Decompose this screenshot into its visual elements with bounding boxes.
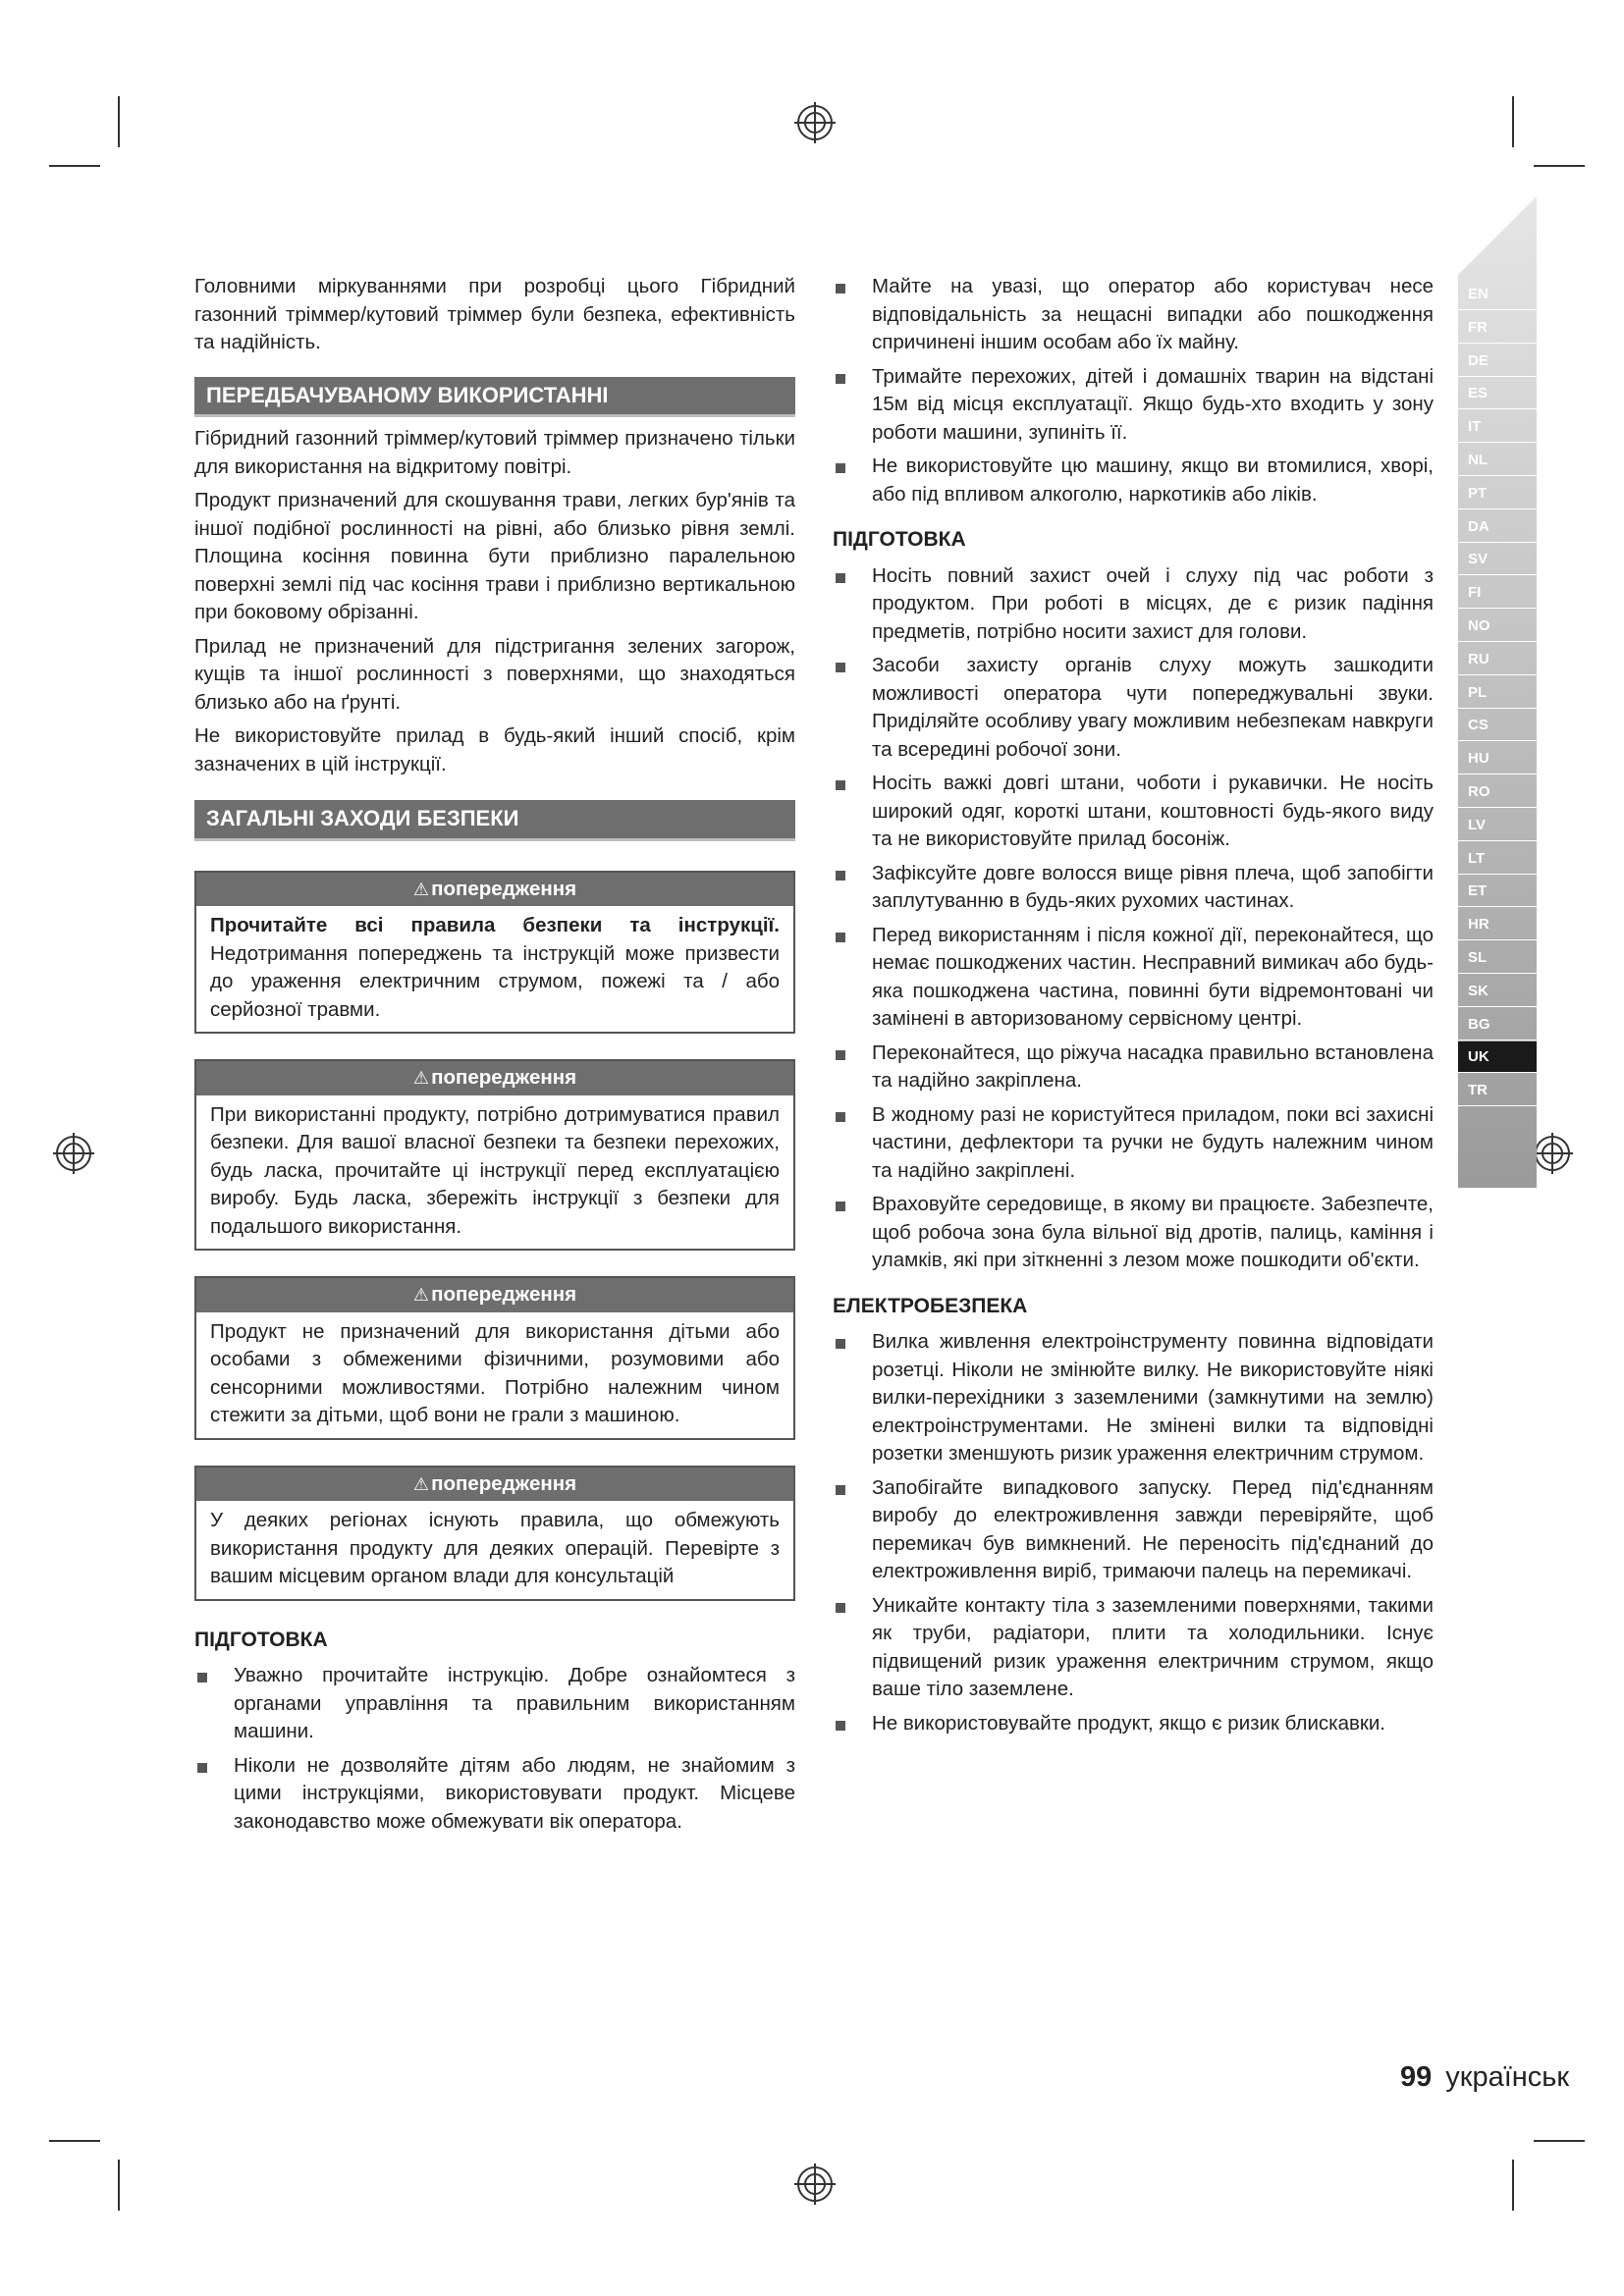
footer-language: українськ — [1445, 2061, 1570, 2093]
crop-mark — [1512, 96, 1514, 147]
paragraph: Гібридний газонний тріммер/кутовий тріммер призначено тільки для використання на відкритому повітрі. — [194, 427, 795, 478]
language-tab-lt[interactable]: LT — [1458, 843, 1537, 875]
crop-mark — [49, 165, 100, 167]
list-item: Враховуйте середовище, в якому ви працюєте. Забезпечте, щоб робоча зона була вільної від дротів, палиць, каміння і уламків, які при зіткненні з лезом може пошкодити об'єкти. — [833, 1191, 1434, 1275]
section-heading: ЗАГАЛЬНІ ЗАХОДИ БЕЗПЕКИ — [194, 800, 795, 841]
language-tab-es[interactable]: ES — [1458, 378, 1537, 409]
bullet-list — [833, 1328, 1434, 1737]
warning-triangle-icon: ⚠ — [412, 1473, 430, 1494]
list-item: Перед використанням і після кожної дії, переконайтеся, що немає пошкоджених частин. Несправний вимикач або будь-яка пошкоджена частина, повинні бути відремонтовані чи замінені в авторизованому сервісному центрі. — [833, 922, 1434, 1034]
list-item: Запобігайте випадкового запуску. Перед під'єднанням виробу до електроживлення завжди перевіряйте, щоб перемикач був вимкнений. Не переносіть під'єднаний до електроживлення виріб, тримаючи палець на перемикачі. — [833, 1474, 1434, 1586]
list-item: Зафіксуйте довге волосся вище рівня плеча, щоб запобігти заплутуванню в будь-яких рухомих частинах. — [833, 860, 1434, 916]
warning-text: Продукт не призначений для використання дітьми або особами з обмеженими фізичними, розумовими або сенсорними можливостями. Потрібно належним чином стежити за дітьми, щоб вони не грали з машиною. — [210, 1319, 780, 1426]
bullet-square-icon — [836, 1721, 845, 1731]
warning-header: ⚠попередження — [196, 873, 793, 907]
right-column — [833, 273, 1434, 1743]
language-tab-lv[interactable]: LV — [1458, 810, 1537, 841]
page-number: 99 — [1400, 2061, 1433, 2093]
language-tab-en[interactable]: EN — [1458, 279, 1537, 310]
bullet-square-icon — [836, 1603, 845, 1613]
bullet-square-icon — [836, 284, 845, 294]
language-tab-hr[interactable]: HR — [1458, 909, 1537, 940]
language-tab-pl[interactable]: PL — [1458, 677, 1537, 709]
warning-header: ⚠попередження — [196, 1061, 793, 1095]
section-heading: ПЕРЕДБАЧУВАНОМУ ВИКОРИСТАННІ — [194, 377, 795, 418]
language-tab-sl[interactable]: SL — [1458, 942, 1537, 974]
bullet-square-icon — [836, 463, 845, 473]
crop-mark — [1512, 2160, 1514, 2211]
bullet-square-icon — [836, 871, 845, 881]
language-tab-de[interactable]: DE — [1458, 346, 1537, 377]
list-item: Тримайте перехожих, дітей і домашніх тварин на відстані 15м від місця експлуатації. Якщо будь-хто входить у зону роботи машини, зупиніть її. — [833, 363, 1434, 448]
language-tab-da[interactable]: DA — [1458, 511, 1537, 543]
bullet-square-icon — [836, 1339, 845, 1349]
subheading: ПІДГОТОВКА — [833, 528, 966, 551]
crop-mark — [1534, 165, 1585, 167]
bullet-square-icon — [836, 374, 845, 384]
warning-text: Прочитайте всі правила безпеки та інструкції. Недотримання попереджень та інструкцій може призвести до ураження електричним струмом, пожежі та / або серйозної травми. — [210, 914, 780, 1021]
crop-mark — [118, 2160, 120, 2211]
language-tab-pt[interactable]: PT — [1458, 478, 1537, 509]
crop-mark — [118, 96, 120, 147]
subheading: ПІДГОТОВКА — [194, 1628, 328, 1651]
warning-header: ⚠попередження — [196, 1468, 793, 1502]
crop-mark — [1534, 2140, 1585, 2142]
warning-text: У деяких регіонах існують правила, що обмежують використання продукту для деяких операцій. Перевірте з вашим місцевим органом влади для консультацій — [210, 1509, 780, 1587]
bullet-square-icon — [836, 663, 845, 672]
warning-triangle-icon: ⚠ — [412, 1068, 430, 1088]
registration-mark-icon — [794, 2163, 836, 2205]
paragraph: Прилад не призначений для підстригання зелених загорож, кущів та іншої рослинності з поверхнями, що знаходяться близько або на ґрунті. — [194, 634, 795, 714]
list-item: Носіть важкі довгі штани, чоботи і рукавички. Не носіть широкий одяг, короткі штани, коштовності будь-якого виду та не використовуйте прилад босоніж. — [833, 770, 1434, 854]
bullet-square-icon — [836, 1112, 845, 1122]
list-item: Майте на увазі, що оператор або користувач несе відповідальність за нещасні випадки або пошкодження спричинені іншим особам або їх майну. — [833, 273, 1434, 357]
language-tab-it[interactable]: IT — [1458, 411, 1537, 443]
warning-triangle-icon: ⚠ — [412, 1285, 430, 1305]
bullet-list — [833, 273, 1434, 508]
page-footer — [1400, 2061, 1569, 2094]
language-tab-bg[interactable]: BG — [1458, 1009, 1537, 1041]
warning-box — [194, 1276, 795, 1440]
warning-header: ⚠попередження — [196, 1278, 793, 1312]
language-tab-fi[interactable]: FI — [1458, 577, 1537, 609]
list-item: Уважно прочитайте інструкцію. Добре ознайомтеся з органами управління та правильним використанням машини. — [194, 1662, 795, 1746]
bullet-square-icon — [197, 1673, 207, 1682]
bullet-square-icon — [836, 573, 845, 583]
intro-paragraph: Головними міркуваннями при розробці цього Гібридний газонний тріммер/кутовий тріммер були безпека, ефективність та надійність. — [194, 275, 795, 353]
language-tab-no[interactable]: NO — [1458, 611, 1537, 642]
bullet-list — [194, 1662, 795, 1836]
warning-triangle-icon: ⚠ — [412, 879, 430, 899]
language-tab-nl[interactable]: NL — [1458, 445, 1537, 476]
subheading: ЕЛЕКТРОБЕЗПЕКА — [833, 1294, 1028, 1317]
bullet-list — [833, 562, 1434, 1275]
language-tab-ro[interactable]: RO — [1458, 776, 1537, 808]
language-tab-sk[interactable]: SK — [1458, 976, 1537, 1007]
list-item: Переконайтеся, що ріжуча насадка правильно встановлена та надійно закріплена. — [833, 1040, 1434, 1095]
registration-mark-icon — [1532, 1133, 1573, 1174]
language-tab-fr[interactable]: FR — [1458, 312, 1537, 344]
language-tab-hu[interactable]: HU — [1458, 743, 1537, 774]
list-item: Вилка живлення електроінструменту повинна відповідати розетці. Ніколи не змінюйте вилку. Не використовуйте ніякі вилки-перехідники з заземленими (замкнутими на землю) електроінструментами. Не змінені вилки та відповідні розетки зменшують ризик ураження електричним струмом. — [833, 1328, 1434, 1468]
language-tab-ru[interactable]: RU — [1458, 644, 1537, 675]
paragraph: Продукт призначений для скошування трави, легких бур'янів та іншої подібної рослинності на рівні, або близько рівня землі. Площина косіння повинна бути приблизно паралельною поверхні землі під час косіння трави і приблизно вертикальною при боковому обрізанні. — [194, 489, 795, 623]
paragraph: Не використовуйте прилад в будь-який інший спосіб, крім зазначених в цій інструкції. — [194, 724, 795, 775]
bullet-square-icon — [836, 1201, 845, 1211]
list-item: В жодному разі не користуйтеся приладом, поки всі захисні частини, дефлектори та ручки не будуть належним чином та надійно закріплені. — [833, 1101, 1434, 1186]
registration-mark-icon — [794, 102, 836, 143]
list-item: Не використовуйте цю машину, якщо ви втомилися, хворі, або під впливом алкоголю, наркотиків або ліків. — [833, 453, 1434, 508]
language-tab-et[interactable]: ET — [1458, 876, 1537, 907]
bullet-square-icon — [836, 933, 845, 942]
list-item: Ніколи не дозволяйте дітям або людям, не знайомим з цими інструкціями, використовувати продукт. Місцеве законодавство може обмежувати вік оператора. — [194, 1752, 795, 1837]
warning-box — [194, 871, 795, 1035]
left-column — [194, 273, 795, 1842]
bullet-square-icon — [836, 1485, 845, 1495]
list-item: Засоби захисту органів слуху можуть зашкодити можливості оператора чути попереджувальні звуки. Приділяйте особливу увагу можливим небезпекам навкруги та всередині робочої зони. — [833, 652, 1434, 764]
list-item: Уникайте контакту тіла з заземленими поверхнями, такими як труби, радіатори, плити та холодильники. Існує підвищений ризик ураження електричним струмом, якщо ваше тіло заземлене. — [833, 1592, 1434, 1704]
warning-box — [194, 1466, 795, 1601]
list-item: Не використовувайте продукт, якщо є ризик блискавки. — [833, 1710, 1434, 1738]
crop-mark — [49, 2140, 100, 2142]
language-tab-tr[interactable]: TR — [1458, 1075, 1537, 1106]
warning-text: При використанні продукту, потрібно дотримуватися правил безпеки. Для вашої власної безпеки та безпеки перехожих, будь ласка, прочитайте ці інструкції перед експлуатацією виробу. Будь ласка, збережіть інструкції з безпеки для подальшого використання. — [210, 1102, 780, 1238]
bullet-square-icon — [197, 1763, 207, 1773]
language-tab-sv[interactable]: SV — [1458, 544, 1537, 575]
bullet-square-icon — [836, 1050, 845, 1060]
bullet-square-icon — [836, 780, 845, 790]
language-tab-cs[interactable]: CS — [1458, 710, 1537, 741]
list-item: Носіть повний захист очей і слуху під час роботи з продуктом. При роботі в місцях, де є ризик падіння предметів, потрібно носити захист для голови. — [833, 562, 1434, 647]
warning-box — [194, 1059, 795, 1251]
registration-mark-icon — [53, 1133, 94, 1174]
language-tab-uk[interactable]: UK — [1458, 1041, 1537, 1073]
